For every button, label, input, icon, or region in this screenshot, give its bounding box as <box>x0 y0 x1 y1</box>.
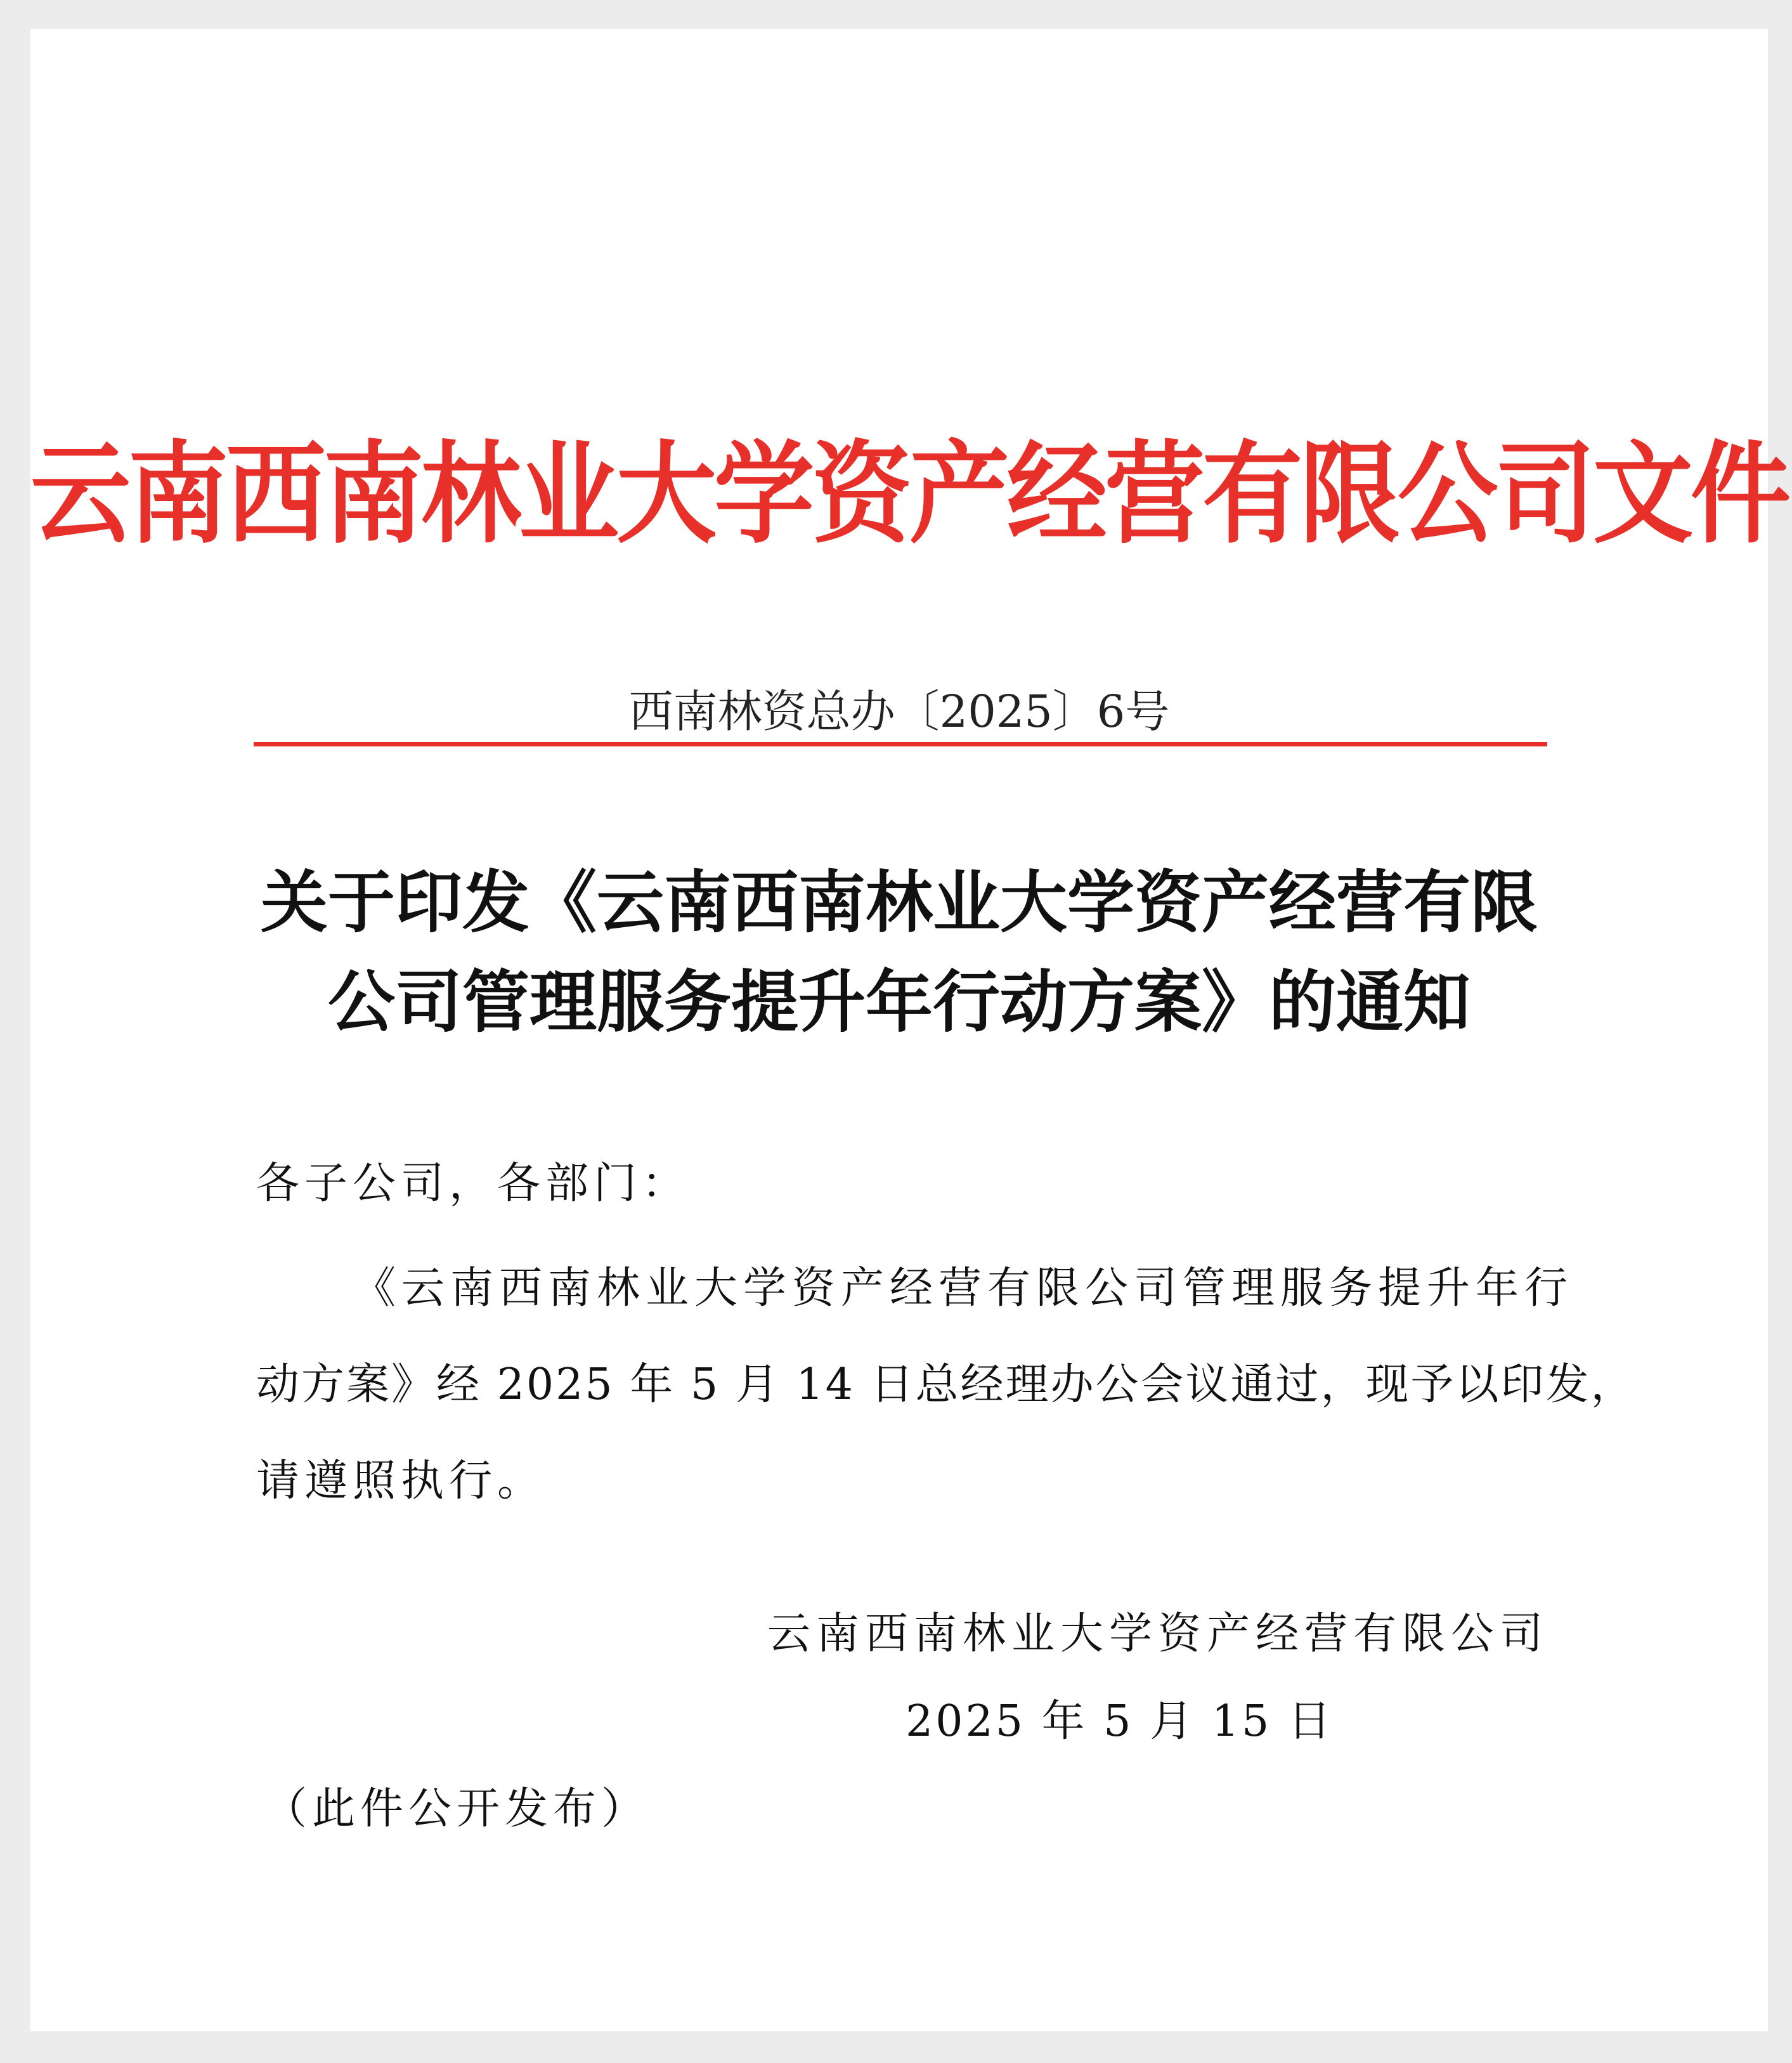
body-line: 《云南西南林业大学资产经营有限公司管理服务提升年行 <box>353 1263 1574 1313</box>
body-paragraph <box>256 1240 1636 1530</box>
document-header-title: 云南西南林业大学资产经营有限公司文件 <box>30 430 1788 559</box>
signer-organization: 云南西南林业大学资产经营有限公司 <box>767 1609 1549 1659</box>
body-line: 请遵照执行。 <box>256 1456 546 1506</box>
publish-note: （此件公开发布） <box>264 1784 650 1834</box>
document-number: 西南林资总办〔2025〕6号 <box>628 686 1170 738</box>
header-red-divider <box>254 742 1547 746</box>
salutation: 各子公司，各部门： <box>256 1159 691 1209</box>
notice-subject-line: 公司管理服务提升年行动方案》的通知 <box>328 962 1471 1041</box>
notice-subject-line: 关于印发《云南西南林业大学资产经营有限 <box>261 862 1538 942</box>
body-line: 动方案》经 2025 年 5 月 14 日总经理办公会议通过，现予以印发， <box>256 1360 1636 1410</box>
document-page <box>30 29 1788 2031</box>
notice-subject <box>30 852 1768 1051</box>
signing-date: 2025 年 5 月 15 日 <box>906 1696 1334 1747</box>
